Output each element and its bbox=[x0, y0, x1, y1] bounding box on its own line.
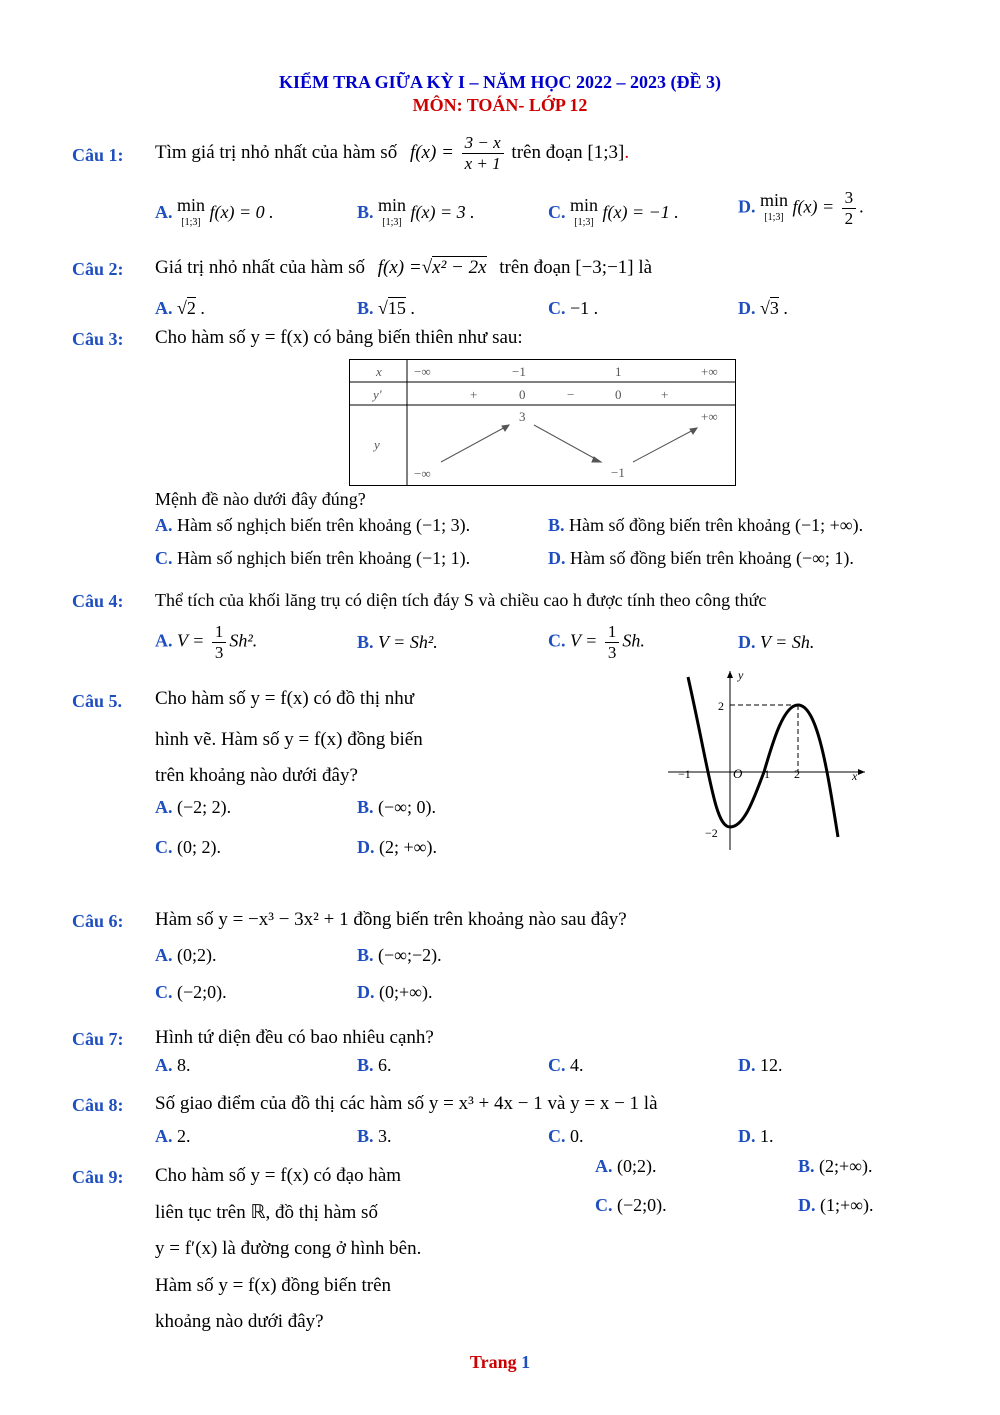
table-x-val: +∞ bbox=[701, 364, 718, 379]
q1-tail: trên đoạn bbox=[511, 141, 583, 163]
q6-option-c[interactable]: C. (−2;0). bbox=[155, 982, 227, 1002]
graph-y-tick: −2 bbox=[705, 826, 718, 840]
q1-interval: [1;3] bbox=[587, 141, 625, 163]
graph-x-tick: −1 bbox=[678, 767, 691, 781]
table-row-x: x bbox=[376, 364, 382, 379]
q3-prompt: Mệnh đề nào dưới đây đúng? bbox=[155, 489, 366, 509]
q9-line-5: khoảng nào dưới đây? bbox=[155, 1311, 324, 1332]
q3-option-b[interactable]: B. Hàm số đồng biến trên khoảng (−1; +∞). bbox=[548, 515, 864, 535]
q4-option-a[interactable]: A. V = $\frac{1}{3}$ Sh². bbox=[155, 622, 258, 662]
q5-line-3: trên khoảng nào dưới đây? bbox=[155, 765, 358, 786]
q1-option-d[interactable]: D. min [1;3] f(x) = $\frac{3}{2}$ . bbox=[738, 188, 864, 228]
q5-line-1: Cho hàm số y = f(x) có đồ thị như bbox=[155, 688, 415, 709]
q1-frac-den: x + 1 bbox=[464, 154, 501, 173]
q1-fraction bbox=[462, 133, 504, 174]
q2-option-c[interactable]: C. −1 . bbox=[548, 298, 599, 318]
q8-option-a[interactable]: A. 2. bbox=[155, 1126, 191, 1146]
q4-text: Thể tích của khối lăng trụ có diện tích đáy S và chiều cao h được tính theo công thức bbox=[155, 590, 767, 610]
q7-option-a[interactable]: A. 8. bbox=[155, 1055, 191, 1075]
q4-option-b[interactable]: B. V = Sh². bbox=[357, 632, 438, 652]
q3-number: Câu 3: bbox=[72, 329, 124, 349]
q8-option-c[interactable]: C. 0. bbox=[548, 1126, 584, 1146]
table-x-val: −∞ bbox=[414, 364, 431, 379]
q1-fx: f(x) = bbox=[409, 141, 454, 163]
graph-x-tick: 1 bbox=[764, 767, 770, 781]
q5-option-d[interactable]: D. (2; +∞). bbox=[357, 837, 437, 857]
q9-line-1: Cho hàm số y = f(x) có đạo hàm bbox=[155, 1165, 402, 1186]
q7-option-c[interactable]: C. 4. bbox=[548, 1055, 584, 1075]
q4-number: Câu 4: bbox=[72, 591, 124, 611]
q4-option-c[interactable]: C. V = $\frac{1}{3}$ Sh. bbox=[548, 622, 645, 662]
q7-option-d[interactable]: D. 12. bbox=[738, 1055, 783, 1075]
table-y-val: 3 bbox=[519, 409, 526, 424]
q9-option-c[interactable]: C. (−2;0). bbox=[595, 1195, 667, 1215]
graph-origin: O bbox=[733, 766, 743, 781]
q2-option-a[interactable]: A. √2 . bbox=[155, 298, 205, 318]
q1-text: Tìm giá trị nhỏ nhất của hàm số f(x) = $\frac{3 - x}{x + 1}$ trên đoạn [1;3]. bbox=[155, 133, 630, 173]
table-sign: 0 bbox=[519, 387, 526, 402]
q9-option-d[interactable]: D. (1;+∞). bbox=[798, 1195, 874, 1215]
table-x-val: 1 bbox=[615, 364, 622, 379]
table-x-val: −1 bbox=[512, 364, 526, 379]
q6-number: Câu 6: bbox=[72, 911, 124, 931]
q8-number: Câu 8: bbox=[72, 1095, 124, 1115]
q1-lead: Tìm giá trị nhỏ nhất của hàm số bbox=[155, 141, 398, 163]
table-arrow-up bbox=[441, 425, 509, 462]
table-y-val: −1 bbox=[611, 465, 625, 480]
q9-line-2: liên tục trên ℝ, đồ thị hàm số bbox=[155, 1202, 378, 1223]
q5-line-2: hình vẽ. Hàm số y = f(x) đồng biến bbox=[155, 729, 423, 750]
q9-option-a[interactable]: A. (0;2). bbox=[595, 1156, 657, 1176]
graph-y-label: y bbox=[738, 668, 744, 682]
q8-option-d[interactable]: D. 1. bbox=[738, 1126, 774, 1146]
q2-option-d[interactable]: D. √3 . bbox=[738, 298, 788, 318]
q1-option-a[interactable]: A. min [1;3] f(x) = 0 . bbox=[155, 195, 274, 228]
q3-text: Cho hàm số y = f(x) có bảng biến thiên như sau: bbox=[155, 327, 523, 348]
table-row-y: y bbox=[374, 437, 380, 452]
table-row-yprime: y′ bbox=[373, 387, 382, 402]
q8-option-b[interactable]: B. 3. bbox=[357, 1126, 392, 1146]
q7-option-b[interactable]: B. 6. bbox=[357, 1055, 392, 1075]
page-footer bbox=[0, 1352, 1000, 1373]
q5-option-b[interactable]: B. (−∞; 0). bbox=[357, 797, 436, 817]
q2-option-b[interactable]: B. √15 . bbox=[357, 298, 415, 318]
q3-option-d[interactable]: D. Hàm số đồng biến trên khoảng (−∞; 1). bbox=[548, 548, 854, 568]
graph-x-label: x bbox=[852, 769, 858, 783]
q5-option-a[interactable]: A. (−2; 2). bbox=[155, 797, 232, 817]
q9-number: Câu 9: bbox=[72, 1167, 124, 1187]
page-number: 1 bbox=[521, 1352, 531, 1372]
table-y-val: −∞ bbox=[414, 466, 431, 481]
q4-option-d[interactable]: D. V = Sh. bbox=[738, 632, 815, 652]
q2-text: Giá trị nhỏ nhất của hàm số f(x) =√x² − 2x trên đoạn [−3;−1] là bbox=[155, 257, 653, 278]
table-sign: − bbox=[567, 387, 575, 402]
q8-text: Số giao điểm của đồ thị các hàm số y = x³ + 4x − 1 và y = x − 1 là bbox=[155, 1093, 658, 1114]
q6-text: Hàm số y = −x³ − 3x² + 1 đồng biến trên khoảng nào sau đây? bbox=[155, 909, 627, 930]
q6-option-a[interactable]: A. (0;2). bbox=[155, 945, 217, 965]
page-label: Trang bbox=[469, 1352, 517, 1372]
q1-option-b[interactable]: B. min [1;3] f(x) = 3 . bbox=[357, 195, 475, 228]
q6-option-b[interactable]: B. (−∞;−2). bbox=[357, 945, 442, 965]
q7-number: Câu 7: bbox=[72, 1029, 124, 1049]
table-sign: + bbox=[470, 387, 478, 402]
q1-frac-num: 3 − x bbox=[462, 133, 504, 154]
q5-option-c[interactable]: C. (0; 2). bbox=[155, 837, 221, 857]
q3-option-c[interactable]: C. Hàm số nghịch biến trên khoảng (−1; 1). bbox=[155, 548, 471, 568]
q1-number: Câu 1: bbox=[72, 145, 124, 165]
q6-option-d[interactable]: D. (0;+∞). bbox=[357, 982, 433, 1002]
q1-option-c[interactable]: C. min [1;3] f(x) = −1 . bbox=[548, 195, 679, 228]
exam-subject: MÔN: TOÁN- LỚP 12 bbox=[412, 95, 588, 115]
q9-option-b[interactable]: B. (2;+∞). bbox=[798, 1156, 873, 1176]
q9-line-4: Hàm số y = f(x) đồng biến trên bbox=[155, 1275, 392, 1296]
q9-line-3: y = f′(x) là đường cong ở hình bên. bbox=[155, 1238, 422, 1259]
table-arrow-up bbox=[633, 428, 697, 462]
q5-number: Câu 5. bbox=[72, 691, 123, 711]
exam-title: KIỂM TRA GIỮA KỲ I – NĂM HỌC 2022 – 2023 (ĐỀ 3) bbox=[278, 72, 721, 92]
graph-y-tick: 2 bbox=[718, 699, 724, 713]
table-sign: + bbox=[661, 387, 669, 402]
q3-option-a[interactable]: A. Hàm số nghịch biến trên khoảng (−1; 3). bbox=[155, 515, 471, 535]
q7-text: Hình tứ diện đều có bao nhiêu cạnh? bbox=[155, 1027, 434, 1048]
q3-variation-table bbox=[349, 359, 736, 487]
q5-function-graph bbox=[660, 665, 870, 855]
graph-x-tick: 2 bbox=[794, 767, 800, 781]
q2-number: Câu 2: bbox=[72, 259, 124, 279]
table-y-val: +∞ bbox=[701, 409, 718, 424]
table-arrow-down bbox=[534, 425, 601, 462]
table-sign: 0 bbox=[615, 387, 622, 402]
